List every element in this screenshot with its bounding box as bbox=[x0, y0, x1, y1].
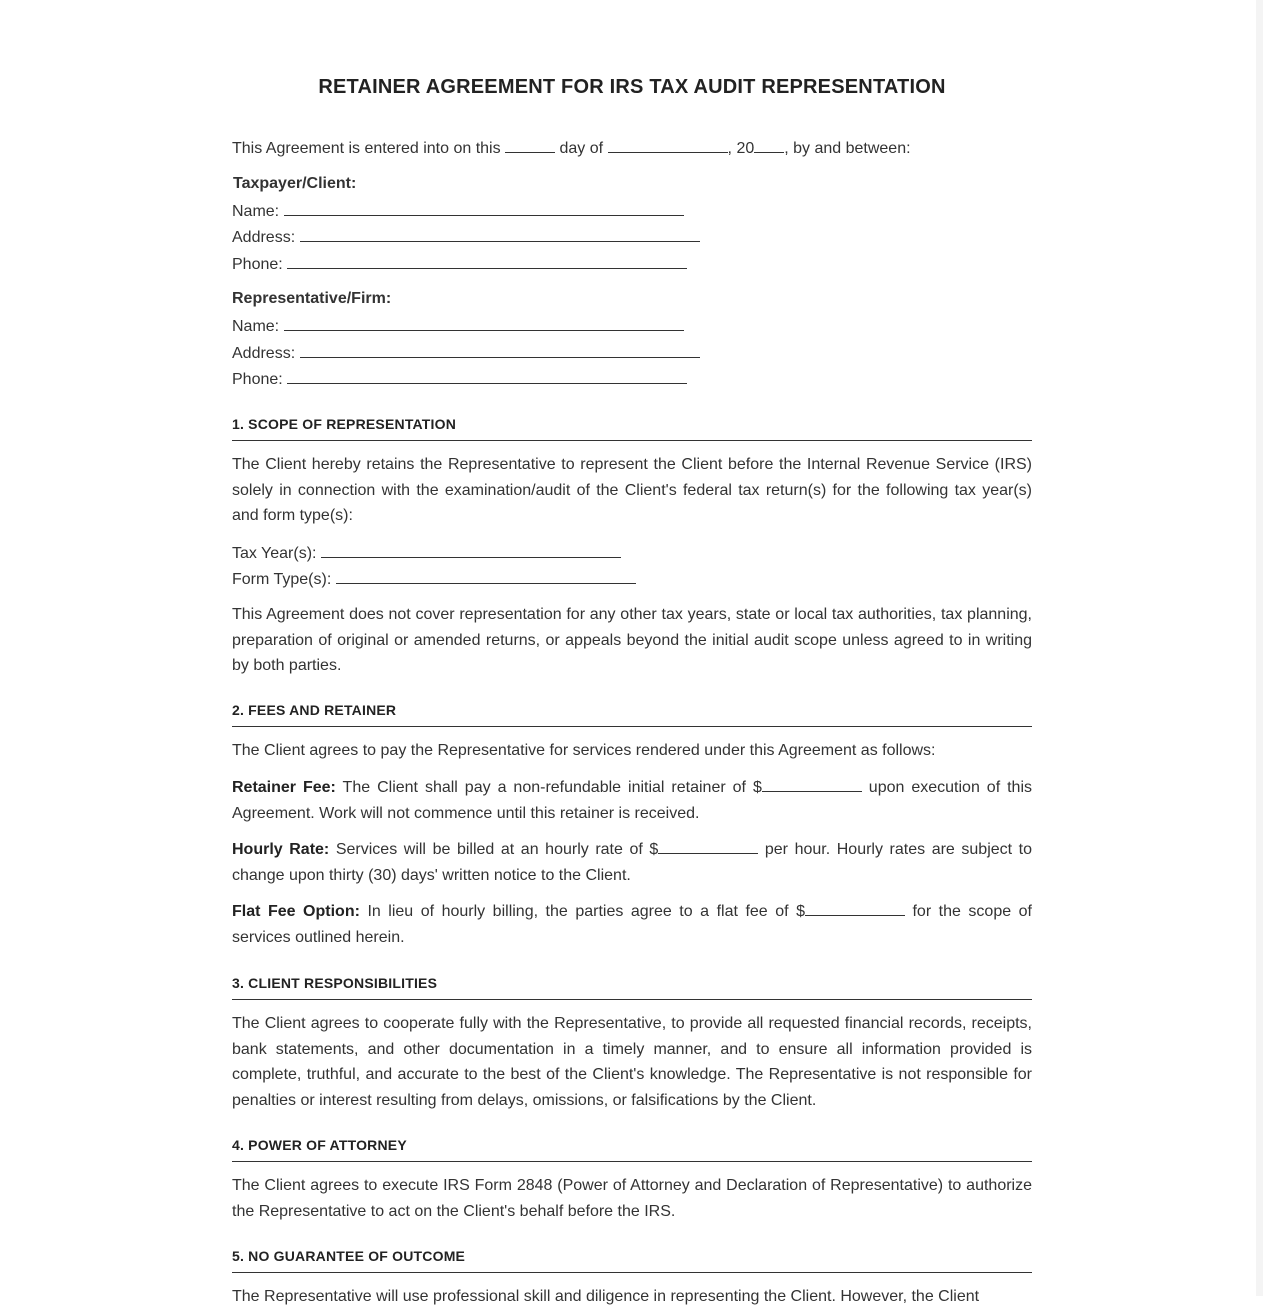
tax-year-blank[interactable] bbox=[321, 543, 621, 558]
client-address-row bbox=[232, 227, 700, 248]
month-blank[interactable] bbox=[608, 138, 728, 153]
retainer-text: The Client shall pay a non-refundable initial retainer of $ bbox=[335, 779, 762, 796]
field-label: Form Type(s): bbox=[232, 571, 332, 588]
field-label: Phone: bbox=[232, 256, 283, 273]
tax-year-row bbox=[232, 543, 621, 564]
document-title: RETAINER AGREEMENT FOR IRS TAX AUDIT REPRESENTATION bbox=[318, 76, 946, 98]
section-5-heading: 5. NO GUARANTEE OF OUTCOME bbox=[232, 1248, 1032, 1273]
field-label: Phone: bbox=[232, 371, 283, 388]
hourly-rate-blank[interactable] bbox=[658, 839, 758, 854]
section-5-paragraph: The Representative will use professional skill and diligence in representing the Client. However, the Client bbox=[232, 1288, 980, 1305]
flat-fee-text: for the scope of services outlined herein. bbox=[232, 903, 1032, 946]
hourly-text: Services will be billed at an hourly rate of $ bbox=[329, 841, 659, 858]
intro-text: , 20 bbox=[727, 140, 755, 157]
form-type-blank[interactable] bbox=[336, 569, 636, 584]
rep-address-row bbox=[232, 343, 700, 364]
day-blank[interactable] bbox=[505, 138, 555, 153]
retainer-amount-blank[interactable] bbox=[762, 777, 862, 792]
section-3-paragraph: The Client agrees to cooperate fully with the Representative, to provide all requested financial records, receipts, bank statements, and other documentation in a timely manner, and to ensure all information provided is complete, truthful, and accurate to the best of the Client's knowledge. The Representative is not responsible for penalties or interest resulting from delays, omissions, or falsifications by the Client. bbox=[232, 1015, 1032, 1109]
retainer-fee-label: Retainer Fee: bbox=[232, 779, 336, 796]
form-type-row bbox=[232, 569, 636, 590]
rep-name-blank[interactable] bbox=[284, 316, 684, 331]
scrollbar-track[interactable] bbox=[1256, 0, 1263, 1296]
flat-fee-blank[interactable] bbox=[805, 901, 905, 916]
field-label: Tax Year(s): bbox=[232, 545, 317, 562]
year-blank[interactable] bbox=[754, 138, 784, 153]
section-2-heading: 2. FEES AND RETAINER bbox=[232, 702, 1032, 727]
client-phone-row bbox=[232, 254, 687, 275]
section-2-intro: The Client agrees to pay the Representative for services rendered under this Agreement as follows: bbox=[232, 742, 936, 759]
client-name-row bbox=[232, 201, 684, 222]
retainer-text: upon execution of this Agreement. Work will not commence until this retainer is received. bbox=[232, 779, 1032, 822]
rep-phone-row bbox=[232, 369, 687, 390]
rep-phone-blank[interactable] bbox=[287, 369, 687, 384]
intro-text: , by and between: bbox=[784, 140, 911, 157]
section-3-heading: 3. CLIENT RESPONSIBILITIES bbox=[232, 975, 1032, 1000]
client-phone-blank[interactable] bbox=[287, 254, 687, 269]
client-heading: Taxpayer/Client: bbox=[233, 175, 357, 192]
retainer-fee-paragraph bbox=[232, 775, 1032, 826]
hourly-text: per hour. Hourly rates are subject to change upon thirty (30) days' written notice to the Client. bbox=[232, 841, 1033, 884]
flat-fee-label: Flat Fee Option: bbox=[232, 903, 360, 920]
rep-address-blank[interactable] bbox=[300, 343, 700, 358]
hourly-rate-label: Hourly Rate: bbox=[232, 841, 330, 858]
intro-line bbox=[232, 138, 911, 159]
representative-heading: Representative/Firm: bbox=[232, 290, 392, 307]
section-1-exclusions: This Agreement does not cover representation for any other tax years, state or local tax authorities, tax planning, preparation of original or amended returns, or appeals beyond the initial audit scope unless agreed to in writing by both parties. bbox=[232, 606, 1032, 675]
section-4-paragraph: The Client agrees to execute IRS Form 2848 (Power of Attorney and Declaration of Representative) to authorize the Representative to act on the Client's behalf before the IRS. bbox=[232, 1177, 1032, 1220]
field-label: Address: bbox=[232, 345, 296, 362]
intro-text: day of bbox=[559, 140, 604, 157]
rep-name-row bbox=[232, 316, 684, 337]
hourly-rate-paragraph bbox=[232, 837, 1032, 888]
section-1-paragraph: The Client hereby retains the Representative to represent the Client before the Internal Revenue Service (IRS) solely in connection with the examination/audit of the Client's federal tax return(s) for the following tax year(s) and form type(s): bbox=[232, 456, 1032, 525]
client-name-blank[interactable] bbox=[284, 201, 684, 216]
field-label: Name: bbox=[232, 203, 280, 220]
intro-text: This Agreement is entered into on this bbox=[232, 140, 501, 157]
flat-fee-paragraph bbox=[232, 899, 1032, 950]
field-label: Address: bbox=[232, 229, 296, 246]
flat-fee-text: In lieu of hourly billing, the parties agree to a flat fee of $ bbox=[359, 903, 805, 920]
client-address-blank[interactable] bbox=[300, 227, 700, 242]
field-label: Name: bbox=[232, 318, 280, 335]
section-4-heading: 4. POWER OF ATTORNEY bbox=[232, 1137, 1032, 1162]
section-1-heading: 1. SCOPE OF REPRESENTATION bbox=[232, 416, 1032, 441]
